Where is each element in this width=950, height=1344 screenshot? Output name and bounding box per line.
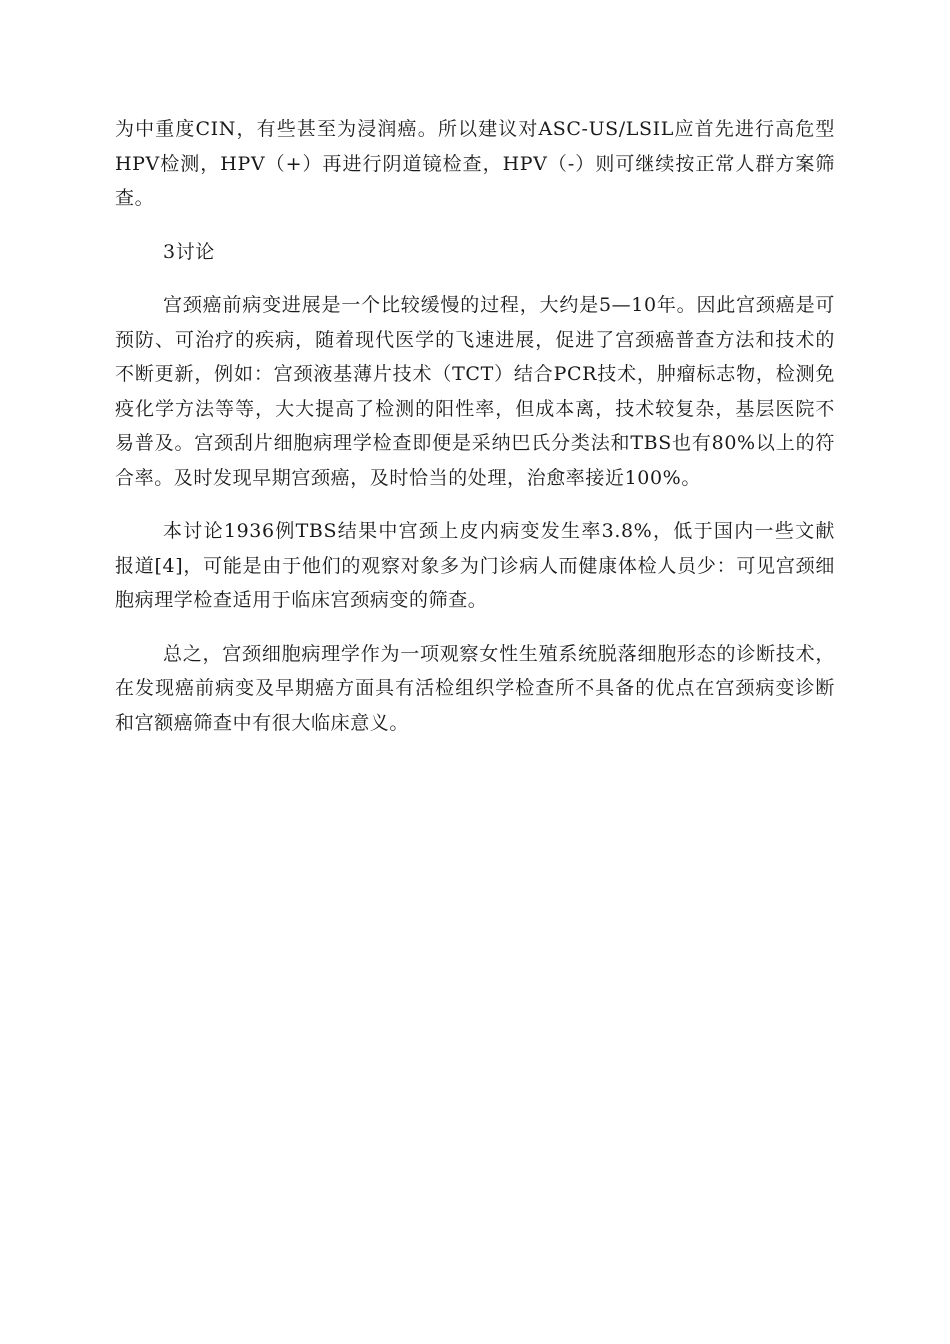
paragraph-discussion: 宫颈癌前病变进展是一个比较缓慢的过程，大约是5—10年。因此宫颈癌是可预防、可治疗的疾病，随着现代医学的飞速进展，促进了宫颈癌普查方法和技术的不断更新，例如：宫颈液基薄片技术（TCT）结合PCR技术，肿瘤标志物，检测免疫化学方法等等，大大提高了检测的阳性率，但成本离，技术较复杂，基层医院不易普及。宫颈刮片细胞病理学检查即便是采纳巴氏分类法和TBS也有80%以上的符合率。及时发现早期宫颈癌，及时恰当的处理，治愈率接近100%。 bbox=[115, 294, 835, 489]
document-body bbox=[115, 112, 835, 759]
paragraph-results: 本讨论1936例TBS结果中宫颈上皮内病变发生率3.8%，低于国内一些文献报道[4]，可能是由于他们的观察对象多为门诊病人而健康体检人员少：可见宫颈细胞病理学检查适用于临床宫颈病变的筛查。 bbox=[115, 520, 835, 611]
paragraph-continued: 为中重度CIN，有些甚至为浸润癌。所以建议对ASC-US/LSIL应首先进行高危型HPV检测，HPV（+）再进行阴道镜检查，HPV（-）则可继续按正常人群方案筛查。 bbox=[115, 118, 835, 209]
paragraph-conclusion: 总之，宫颈细胞病理学作为一项观察女性生殖系统脱落细胞形态的诊断技术，在发现癌前病变及早期癌方面具有活检组织学检查所不具备的优点在宫颈病变诊断和宫额癌筛查中有很大临床意义。 bbox=[115, 642, 835, 734]
section-heading: 3讨论 bbox=[163, 240, 215, 263]
